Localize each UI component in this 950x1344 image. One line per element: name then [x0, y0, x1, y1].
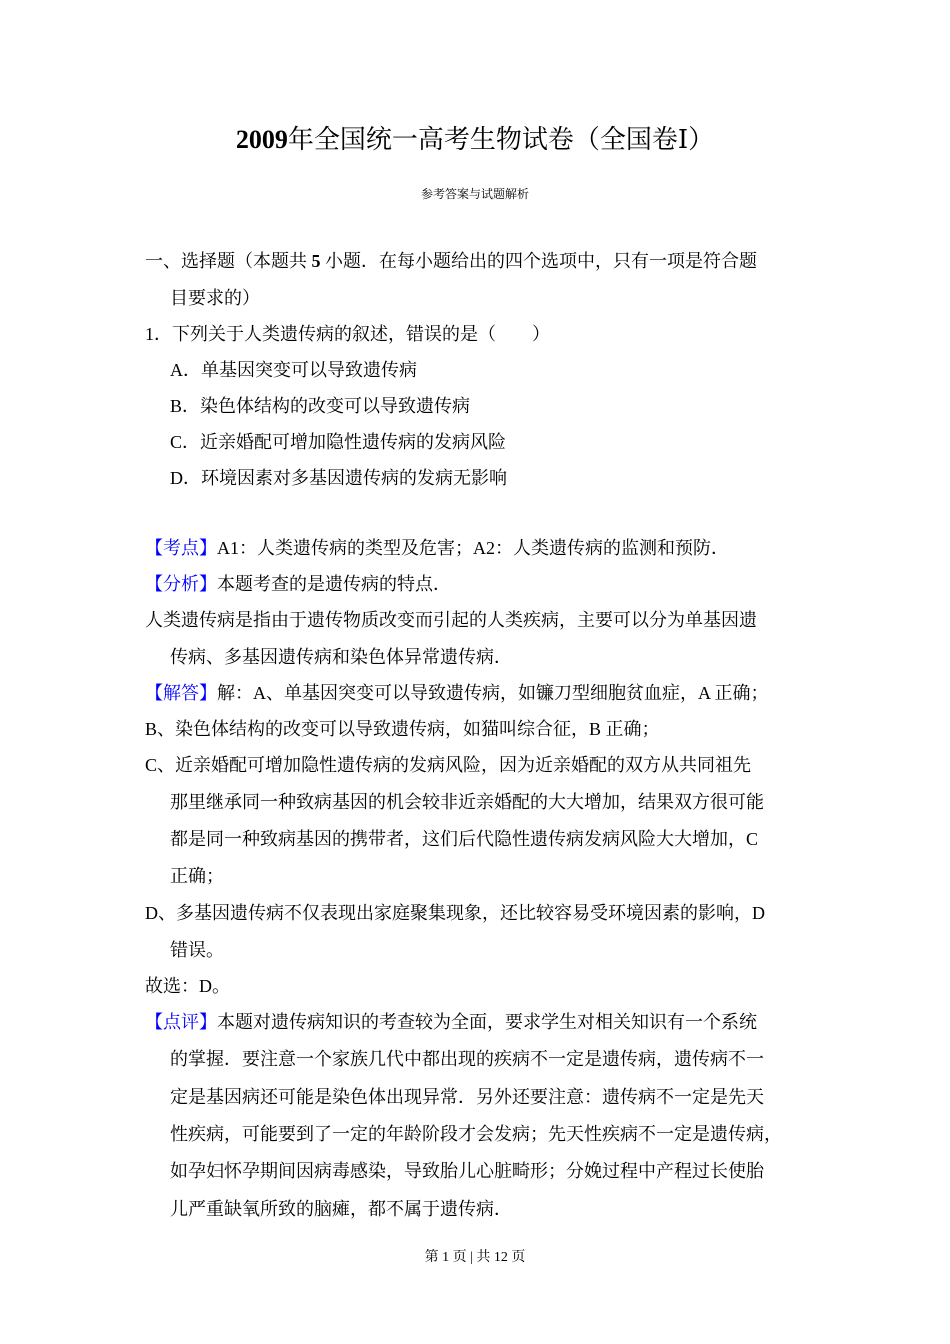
- dianping-body: 性疾病，可能要到了一定的年龄阶段才会发病；先天性疾病不一定是遗传病，: [170, 1124, 782, 1144]
- dianping-text: 本题对遗传病知识的考查较为全面，要求学生对相关知识有一个系统: [217, 1012, 757, 1032]
- kaodian-text: A1：人类遗传病的类型及危害；A2：人类遗传病的监测和预防．: [217, 538, 729, 558]
- fenxi: [145, 573, 451, 595]
- section-text: 一、选择题（本题共: [145, 251, 307, 271]
- title-year: 2009: [235, 125, 288, 154]
- option-a: A．单基因突变可以导致遗传病: [170, 360, 417, 380]
- jieda-text: 解：A、单基因突变可以导致遗传病，如镰刀型细胞贫血症，A 正确；: [217, 683, 769, 703]
- jieda-body: 错误。: [170, 940, 224, 960]
- fenxi-body: 传病、多基因遗传病和染色体异常遗传病．: [170, 647, 512, 667]
- dianping-tag: 【点评】: [145, 1012, 217, 1032]
- option-c: C．近亲婚配可增加隐性遗传病的发病风险: [170, 432, 507, 452]
- jieda-body: D、多基因遗传病不仅表现出家庭聚集现象，还比较容易受环境因素的影响，D: [145, 903, 765, 923]
- dianping-body: 如孕妇怀孕期间因病毒感染，导致胎儿心脏畸形；分娩过程中产程过长使胎: [170, 1161, 764, 1181]
- dianping-body: 儿严重缺氧所致的脑瘫，都不属于遗传病．: [170, 1199, 512, 1219]
- jieda-body: B、染色体结构的改变可以导致遗传病，如猫叫综合征，B 正确；: [145, 719, 660, 739]
- jieda-body: 都是同一种致病基因的携带者，这们后代隐性遗传病发病风险大大增加，C: [170, 829, 759, 849]
- fenxi-text: 本题考查的是遗传病的特点．: [217, 574, 451, 594]
- section-count: 5: [311, 251, 321, 271]
- title-text: 年全国统一高考生物试卷（全国卷Ⅰ）: [287, 125, 715, 154]
- kaodian-tag: 【考点】: [145, 538, 217, 558]
- subtitle: 参考答案与试题解析: [420, 187, 529, 201]
- jieda: [145, 682, 769, 704]
- dianping: [145, 1011, 757, 1033]
- page-title: [0, 124, 950, 156]
- answer: 故选：D。: [145, 976, 230, 996]
- question-stem: 1．下列关于人类遗传病的叙述，错误的是（ ）: [145, 324, 550, 344]
- option-b: B．染色体结构的改变可以导致遗传病: [170, 396, 471, 416]
- jieda-body: 正确；: [170, 866, 224, 886]
- dianping-body: 的掌握．要注意一个家族几代中都出现的疾病不一定是遗传病，遗传病不一: [170, 1049, 764, 1069]
- section-heading: [145, 250, 757, 272]
- kaodian: [145, 537, 729, 559]
- dianping-body: 定是基因病还可能是染色体出现异常．另外还要注意：遗传病不一定是先天: [170, 1087, 764, 1107]
- jieda-tag: 【解答】: [145, 683, 217, 703]
- fenxi-tag: 【分析】: [145, 574, 217, 594]
- page-footer: 第 1 页 | 共 12 页: [424, 1250, 526, 1265]
- section-heading-cont: 目要求的）: [170, 288, 260, 308]
- jieda-body: 那里继承同一种致病基因的机会较非近亲婚配的大大增加，结果双方很可能: [170, 792, 764, 812]
- jieda-body: C、近亲婚配可增加隐性遗传病的发病风险，因为近亲婚配的双方从共同祖先: [145, 755, 752, 775]
- section-text: 小题．在每小题给出的四个选项中，只有一项是符合题: [325, 251, 757, 271]
- fenxi-body: 人类遗传病是指由于遗传物质改变而引起的人类疾病，主要可以分为单基因遗: [145, 610, 757, 630]
- option-d: D．环境因素对多基因遗传病的发病无影响: [170, 468, 507, 488]
